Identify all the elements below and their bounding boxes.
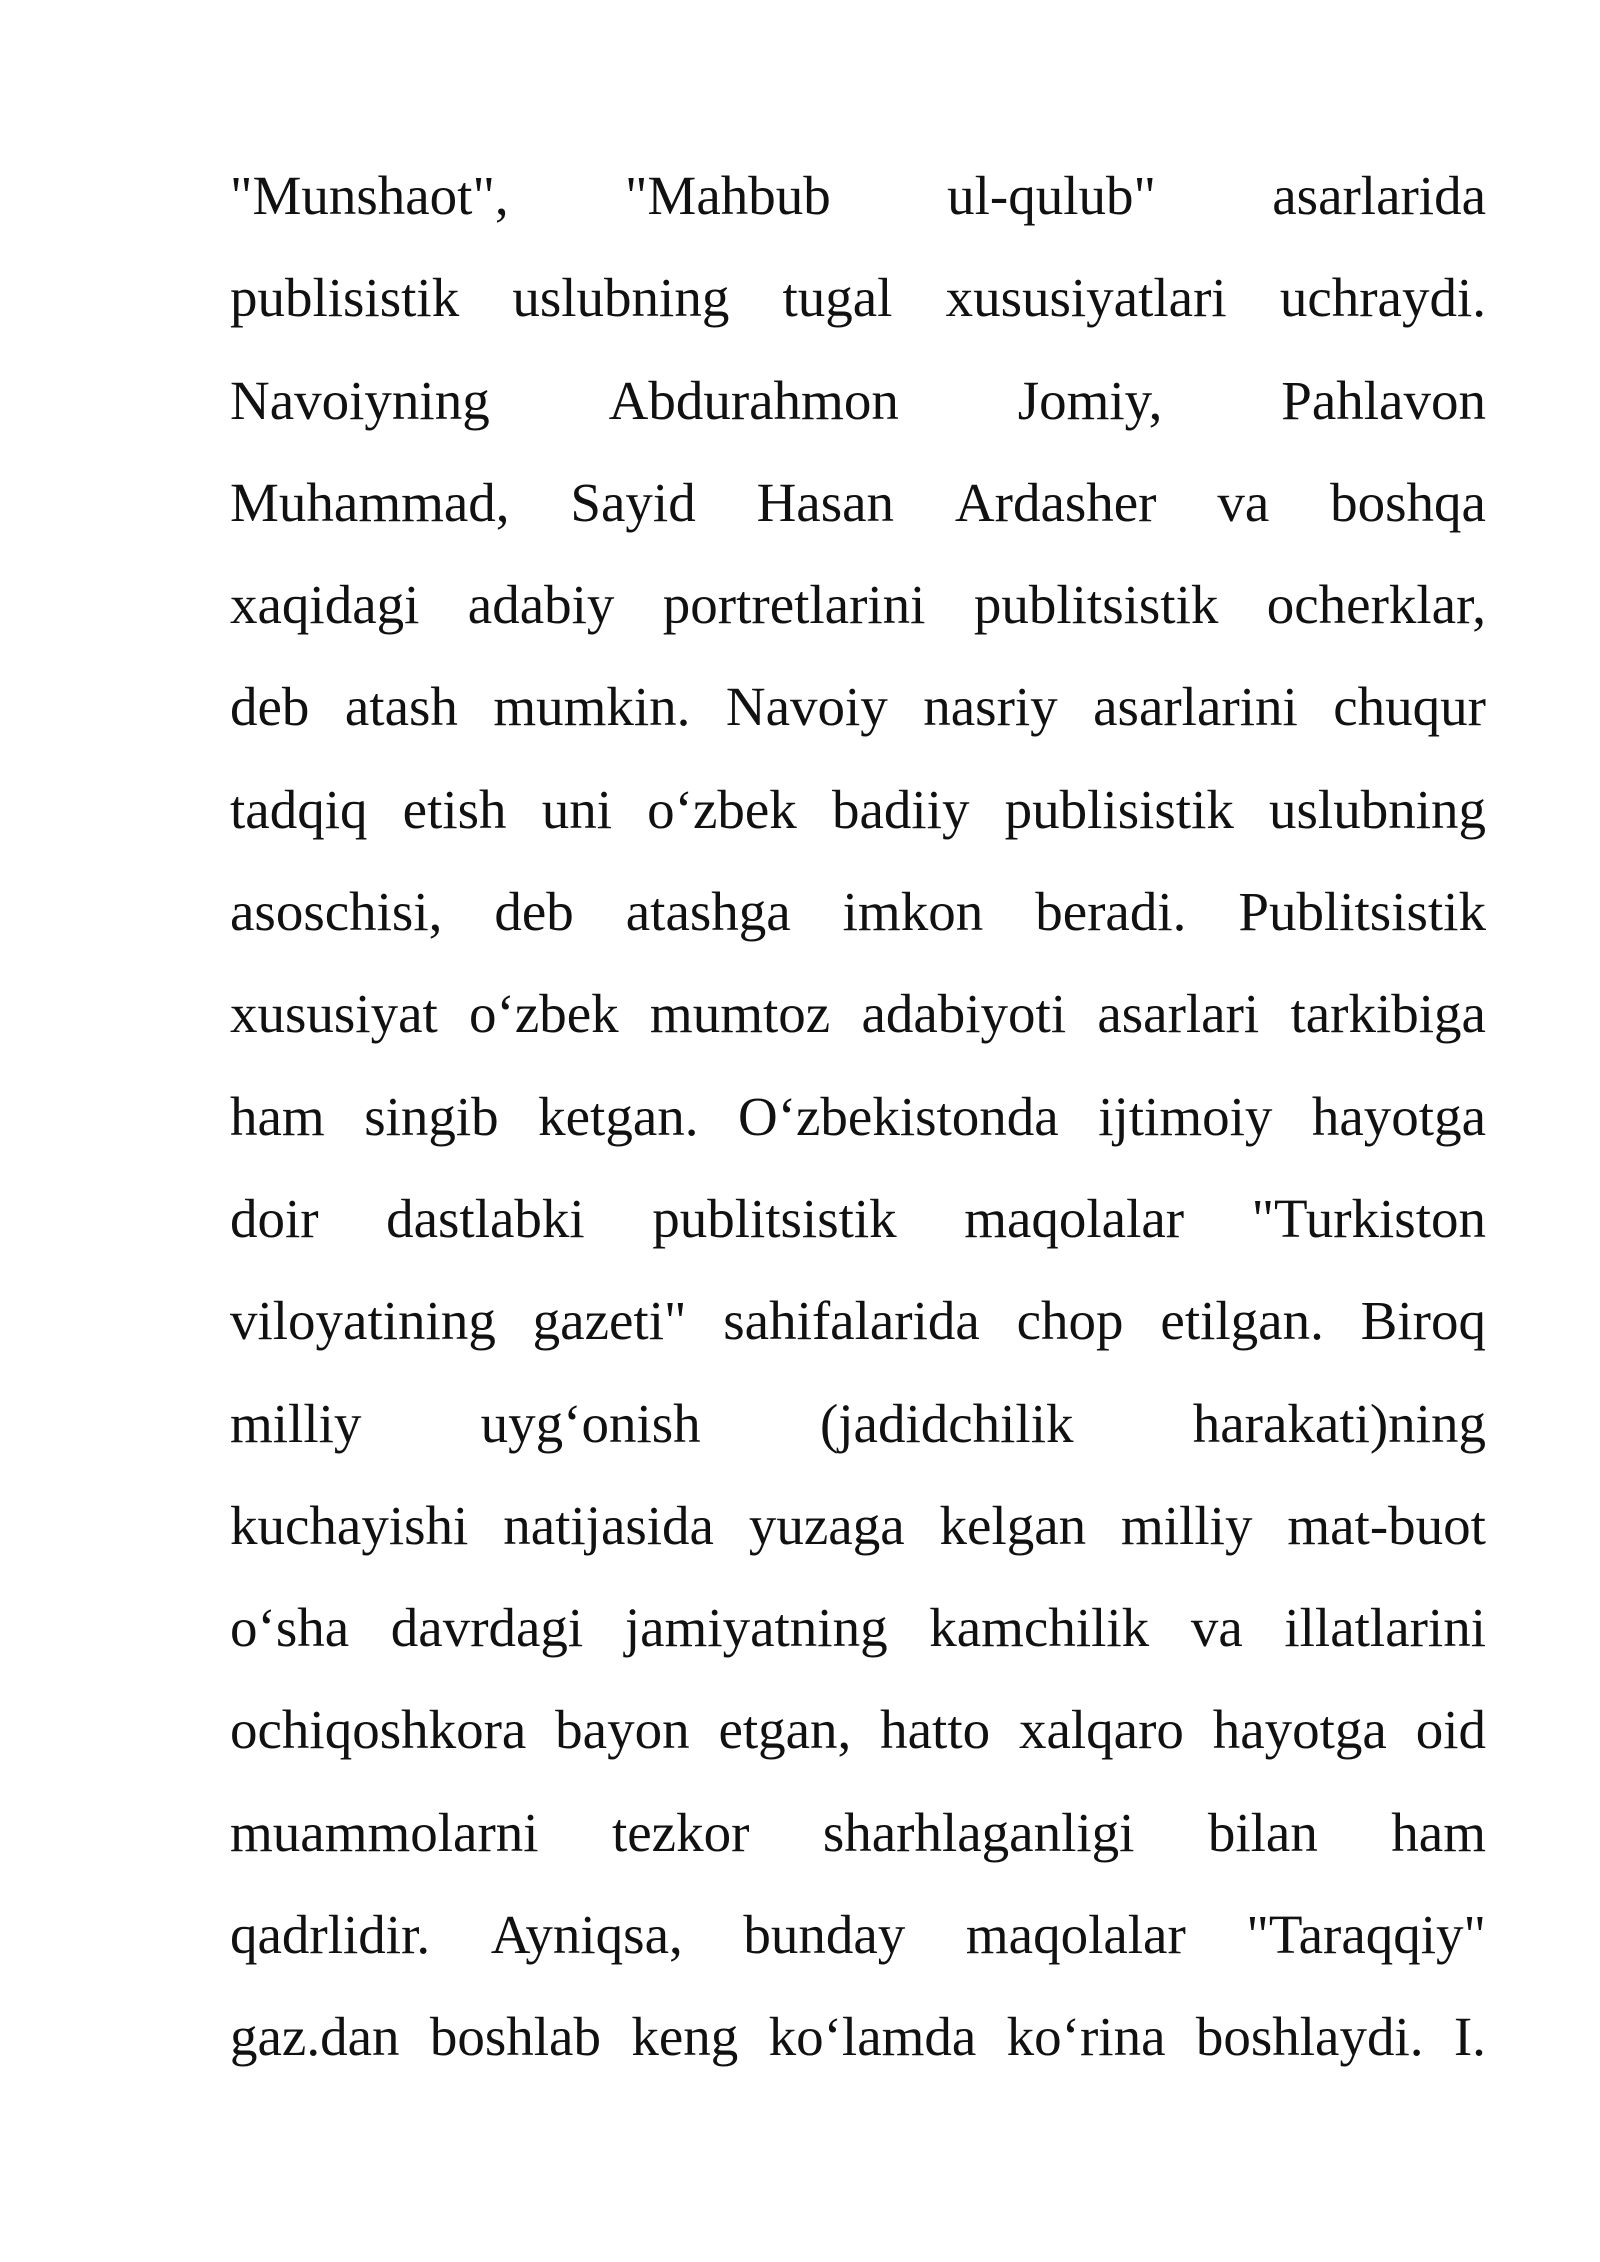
word: uslubning [512, 267, 730, 329]
word: O‘zbekistonda [737, 1085, 1059, 1147]
document-body-text [230, 145, 1486, 2089]
word: Ayniqsa, [490, 1904, 683, 1966]
word: deb [494, 881, 574, 943]
text-line [230, 247, 1486, 349]
word: Jomiy, [1017, 369, 1163, 431]
word: "Munshaot", [230, 165, 509, 226]
word: adabiyoti [861, 983, 1067, 1045]
word: publisistik [230, 267, 460, 329]
text-line [230, 145, 1486, 247]
word: kuchayishi [230, 1494, 469, 1556]
text-line [230, 1577, 1486, 1679]
word: xalqaro [1018, 1699, 1184, 1761]
text-line [230, 1884, 1486, 1986]
word: ham [1391, 1801, 1486, 1863]
word: chop [1016, 1290, 1124, 1352]
text-line [230, 452, 1486, 554]
word: Biroq [1360, 1290, 1486, 1352]
word: gazeti" [532, 1290, 687, 1352]
word: gaz.dan [230, 2006, 400, 2068]
word: imkon [842, 881, 984, 943]
word: dastlabki [386, 1187, 585, 1249]
word: deb [230, 676, 310, 738]
word: bayon [555, 1699, 690, 1761]
word: Hasan [756, 471, 895, 533]
word: hayotga [1212, 1699, 1387, 1761]
text-line [230, 1986, 1486, 2088]
word: milliy [1121, 1494, 1253, 1556]
word: asarlarida [1272, 165, 1486, 226]
word: ochiqoshkora [230, 1699, 527, 1761]
word: natijasida [503, 1494, 714, 1556]
word: va [1217, 471, 1270, 533]
word: "Mahbub [624, 165, 831, 226]
word: xususiyatlari [945, 267, 1227, 329]
word: ham [230, 1085, 325, 1147]
word: atashga [625, 881, 791, 943]
word: bilan [1207, 1801, 1318, 1863]
word: Navoiy [725, 676, 888, 738]
word: etgan, [718, 1699, 852, 1761]
word: boshqa [1330, 471, 1486, 533]
word: keng [631, 2006, 739, 2068]
text-line [230, 1373, 1486, 1475]
word: tadqiq [230, 778, 368, 840]
word: sharhlaganligi [822, 1801, 1135, 1863]
word: ko‘lamda [768, 2006, 977, 2068]
text-line [230, 1270, 1486, 1372]
word: mumtoz [649, 983, 831, 1045]
word: Abdurahmon [608, 369, 899, 431]
word: beradi. [1035, 881, 1187, 943]
word: tezkor [611, 1801, 750, 1863]
word: sahifalarida [723, 1290, 980, 1352]
word: o‘zbek [647, 778, 797, 840]
word: viloyatining [230, 1290, 496, 1352]
word: illatlarini [1284, 1597, 1486, 1659]
word: publisistik [1004, 778, 1234, 840]
word: Muhammad, [230, 471, 510, 533]
word: asarlarini [1093, 676, 1298, 738]
word: muammolarni [230, 1801, 539, 1863]
word: publitsistik [973, 574, 1219, 636]
word: o‘sha [230, 1597, 350, 1659]
word: etilgan. [1160, 1290, 1324, 1352]
word: portretlarini [662, 574, 926, 636]
word: Navoiyning [230, 369, 490, 431]
word: kelgan [939, 1494, 1087, 1556]
word: boshlaydi. [1195, 2006, 1424, 2068]
word: Ardasher [954, 471, 1157, 533]
word: harakati)ning [1192, 1392, 1486, 1454]
word: uslubning [1269, 778, 1486, 840]
word: chuqur [1333, 676, 1486, 738]
word: adabiy [467, 574, 615, 636]
word: mat-buot [1287, 1494, 1486, 1556]
word: davrdagi [390, 1597, 584, 1659]
word: asoschisi, [230, 881, 443, 943]
word: tarkibiga [1290, 983, 1486, 1045]
text-line [230, 656, 1486, 758]
word: doir [230, 1187, 319, 1249]
text-line [230, 554, 1486, 656]
word: ketgan. [538, 1085, 699, 1147]
word: uni [541, 778, 612, 840]
word: ko‘rina [1006, 2006, 1166, 2068]
text-line [230, 1679, 1486, 1781]
word: milliy [230, 1392, 362, 1454]
word: atash [344, 676, 458, 738]
word: bunday [743, 1904, 906, 1966]
word: Pahlavon [1281, 369, 1486, 431]
word: etish [402, 778, 507, 840]
text-line [230, 1782, 1486, 1884]
word: o‘zbek [469, 983, 619, 1045]
word: xususiyat [230, 983, 438, 1045]
word: mumkin. [493, 676, 691, 738]
word: oid [1415, 1699, 1486, 1761]
text-line [230, 963, 1486, 1065]
text-line [230, 759, 1486, 861]
word: va [1190, 1597, 1243, 1659]
word: uyg‘onish [480, 1392, 701, 1454]
word: boshlab [429, 2006, 601, 2068]
word: qadrlidir. [230, 1904, 431, 1966]
word: maqolalar [965, 1904, 1186, 1966]
word: ocherklar, [1266, 574, 1486, 636]
word: singib [364, 1085, 499, 1147]
word: maqolalar [964, 1187, 1185, 1249]
word: Sayid [570, 471, 696, 533]
word: nasriy [923, 676, 1058, 738]
word: Publitsistik [1238, 881, 1486, 943]
word: (jadidchilik [819, 1392, 1074, 1454]
word: hatto [880, 1699, 991, 1761]
word: publitsistik [652, 1187, 897, 1249]
word: xaqidagi [230, 574, 420, 636]
word: badiiy [831, 778, 970, 840]
word: "Turkiston [1251, 1187, 1486, 1249]
word: asarlari [1097, 983, 1260, 1045]
text-line [230, 1168, 1486, 1270]
word: kamchilik [929, 1597, 1150, 1659]
text-line [230, 1066, 1486, 1168]
text-line [230, 861, 1486, 963]
text-line [230, 350, 1486, 452]
word: hayotga [1311, 1085, 1486, 1147]
word: ul-qulub" [947, 165, 1156, 226]
word: jamiyatning [624, 1597, 888, 1659]
word: I. [1453, 2006, 1486, 2068]
word: uchraydi. [1279, 267, 1486, 329]
word: ijtimoiy [1098, 1085, 1273, 1147]
word: "Taraqqiy" [1246, 1904, 1486, 1966]
word: yuzaga [748, 1494, 905, 1556]
word: tugal [782, 267, 893, 329]
text-line [230, 1475, 1486, 1577]
